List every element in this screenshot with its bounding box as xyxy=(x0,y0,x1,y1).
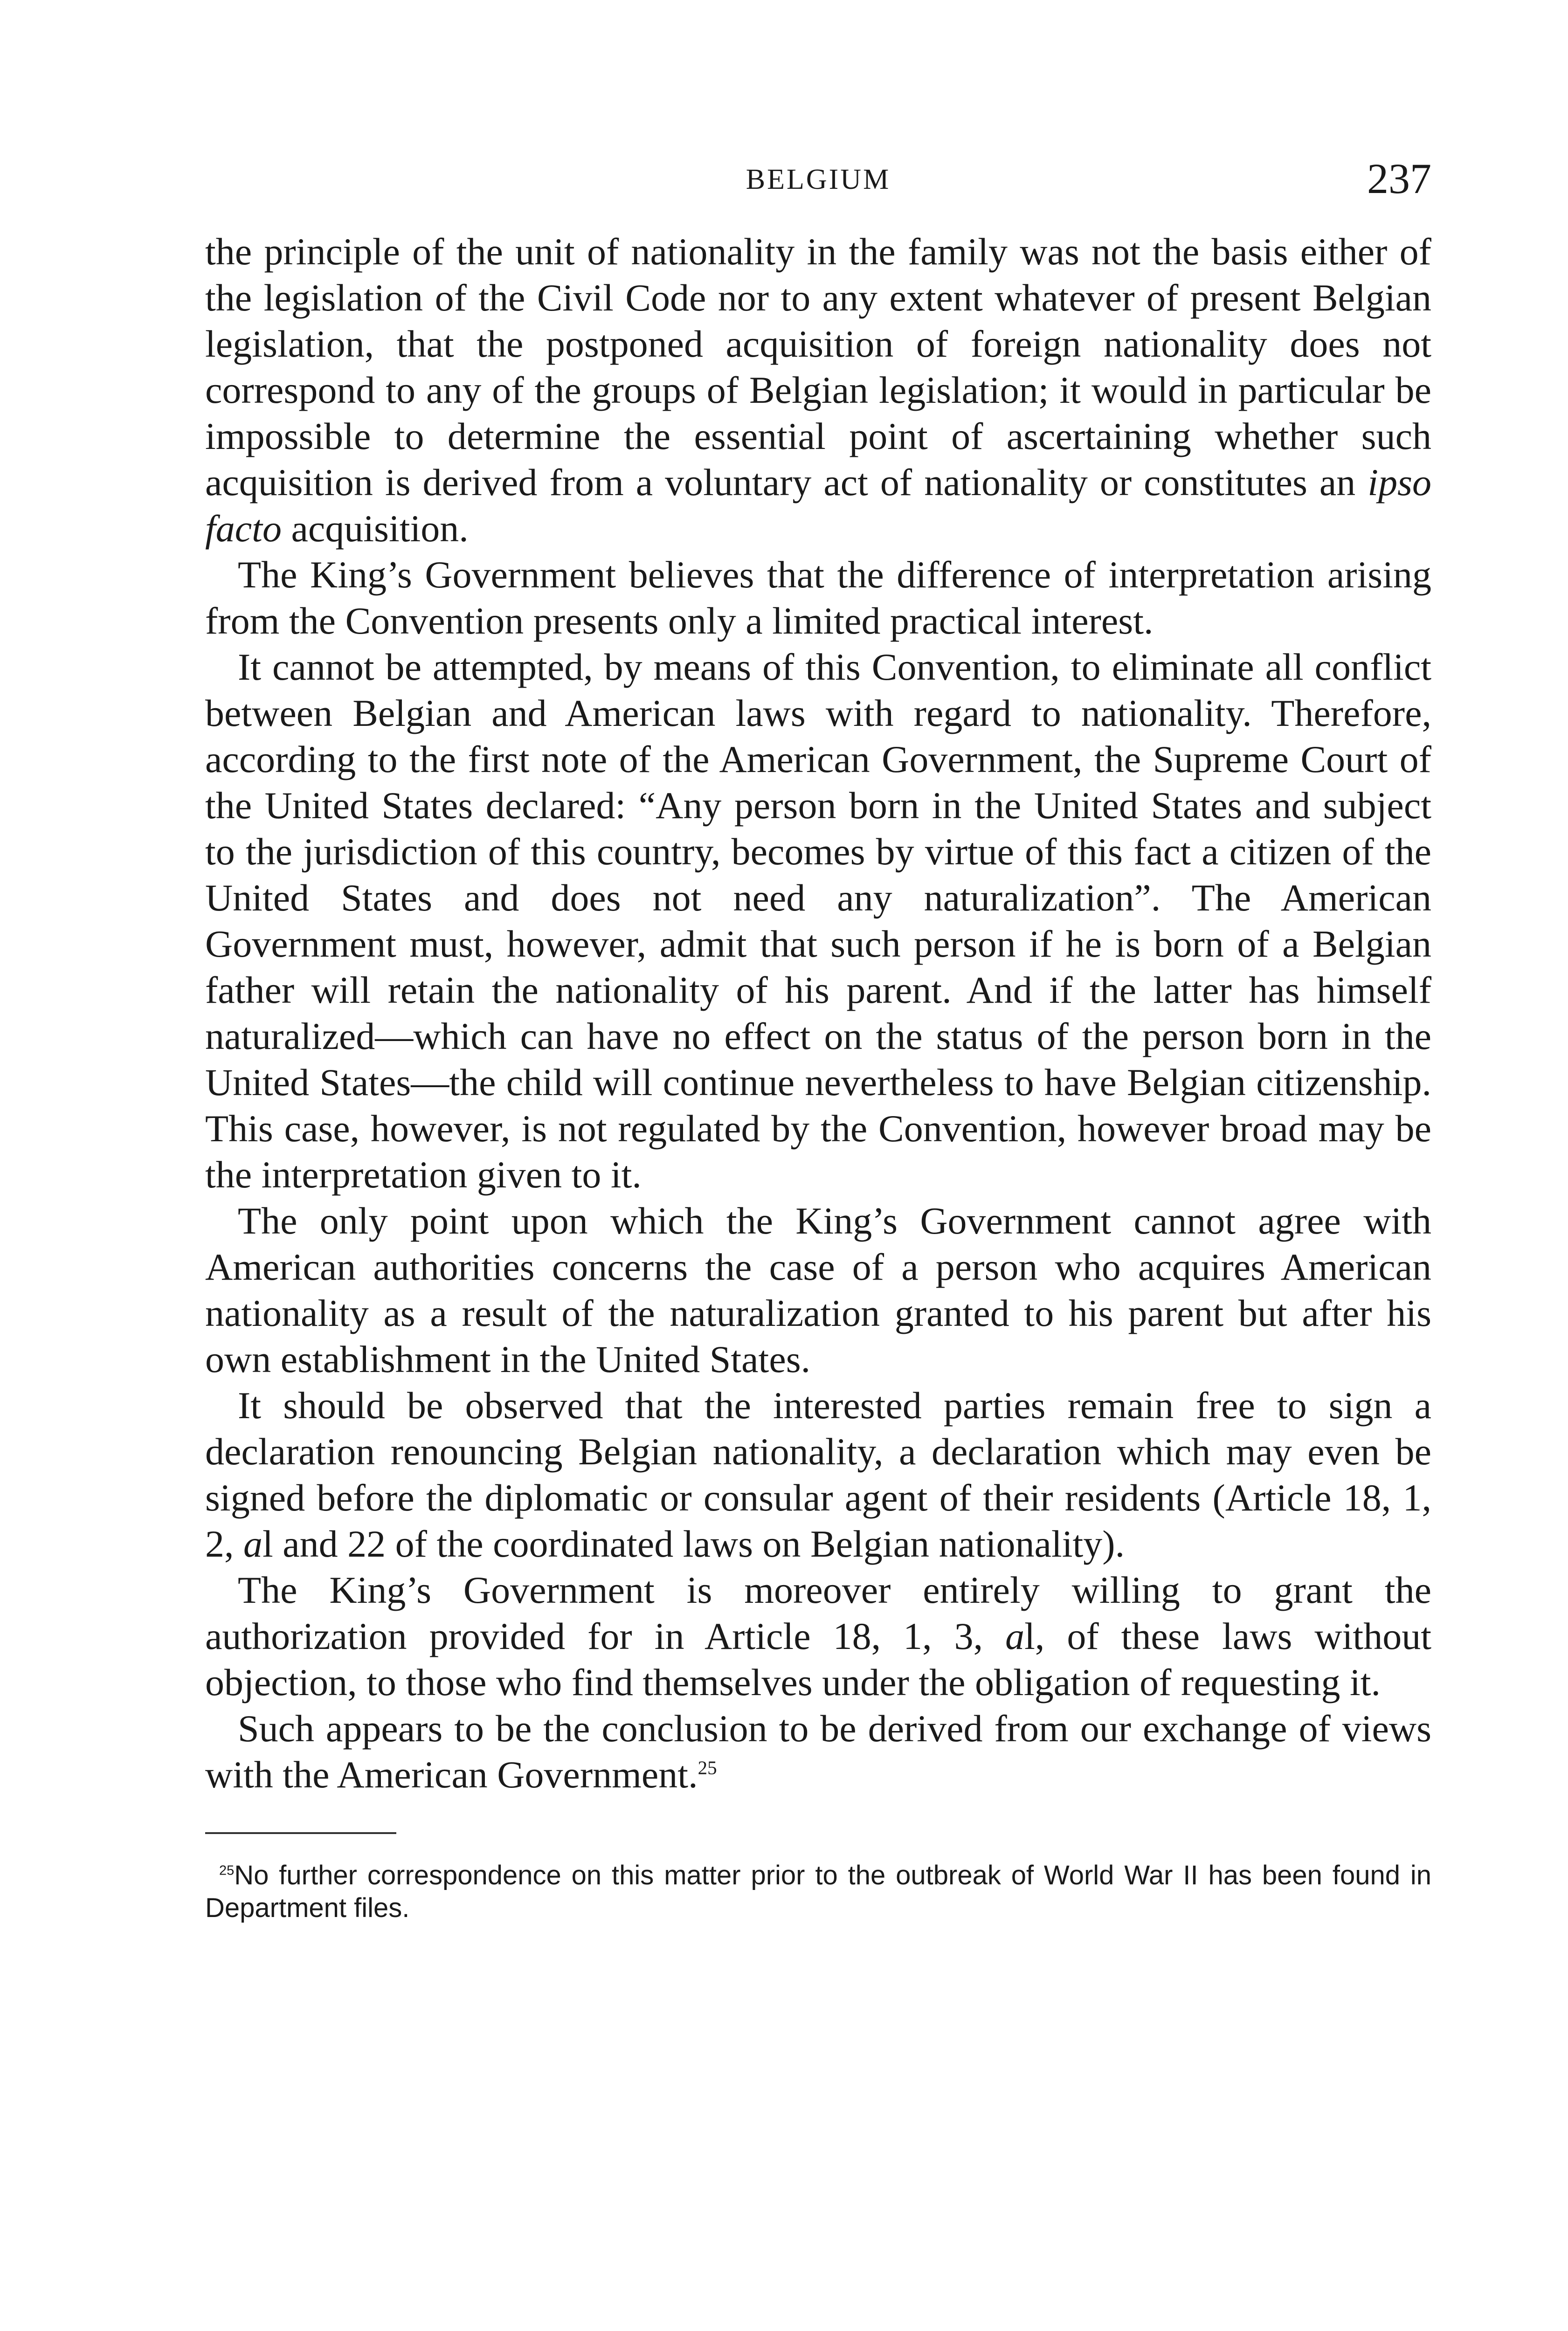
footnote xyxy=(205,1859,1431,1924)
footnote-text: No further correspondence on this matter prior to the outbreak of World War II has been found in Department files. xyxy=(205,1860,1431,1923)
paragraph-6-italic: a xyxy=(1005,1615,1025,1657)
paragraph-1-text: the principle of the unit of nationality in the family was not the basis either of the legislation of the Civil Code nor to any extent whatever of present Belgian legislation, that the postponed acquisition of foreign nationality does not correspond to any of the groups of Belgian legislation; it would in particular be impossible to determine the essential point of ascertaining whether such acquisition is derived from a voluntary act of nationality or constitutes an xyxy=(205,230,1431,503)
paragraph-1-text-after: acquisition. xyxy=(281,507,469,550)
footnote-divider xyxy=(205,1832,396,1834)
paragraph-7 xyxy=(205,1705,1431,1798)
paragraph-1-italic: ipso facto xyxy=(205,461,1431,550)
page-number: 237 xyxy=(1367,155,1431,202)
paragraph-2 xyxy=(205,552,1431,644)
paragraph-2-text: The King’s Government believes that the difference of interpretation arising from the Convention presents only a limited practical interest. xyxy=(205,553,1431,642)
paragraph-6-text-after: l, of these laws without objection, to those who find themselves under the obligation of requesting it. xyxy=(205,1615,1431,1703)
paragraph-5-italic: a xyxy=(243,1523,262,1565)
paragraph-6-text: The King’s Government is moreover entirely willing to grant the authorization provided for in Article 18, 1, 3, xyxy=(205,1569,1431,1657)
running-head: BELGIUM xyxy=(746,164,891,195)
paragraph-3-text: It cannot be attempted, by means of this Convention, to eliminate all conflict between Belgian and American laws with regard to nationality. Therefore, according to the first note of the American Government, the Supreme Court of the United States declared: “Any person born in the United States and subject to the jurisdiction of this country, becomes by virtue of this fact a citizen of the United States and does not need any naturalization”. The American Government must, however, admit that such person if he is born of a Belgian father will retain the nationality of his parent. And if the latter has himself naturalized—which can have no effect on the status of the person born in the United States—the child will continue nevertheless to have Belgian citizenship. This case, however, is not regulated by the Convention, however broad may be the interpretation given to it. xyxy=(205,646,1431,1196)
paragraph-3 xyxy=(205,644,1431,1198)
paragraph-5-text: It should be observed that the interested parties remain free to sign a declaration renouncing Belgian nationality, a declaration which may even be signed before the diplomatic or consular agent of their residents (Article 18, 1, 2, xyxy=(205,1384,1431,1565)
paragraph-6 xyxy=(205,1567,1431,1705)
paragraph-4-text: The only point upon which the King’s Government cannot agree with American authorities concerns the case of a person who acquires American nationality as a result of the naturalization granted to his parent but after his own establishment in the United States. xyxy=(205,1200,1431,1380)
footnote-marker: 25 xyxy=(219,1863,235,1878)
body-text xyxy=(205,228,1431,1798)
paragraph-5-text-after: l and 22 of the coordinated laws on Belgian nationality). xyxy=(262,1523,1125,1565)
footnote-reference[interactable]: 25 xyxy=(698,1757,717,1779)
paragraph-5 xyxy=(205,1382,1431,1567)
paragraph-4 xyxy=(205,1198,1431,1382)
paragraph-1 xyxy=(205,228,1431,552)
page-header xyxy=(205,154,1431,210)
paragraph-7-text: Such appears to be the conclusion to be derived from our exchange of views with the American Government. xyxy=(205,1707,1431,1796)
document-page xyxy=(205,154,1431,1924)
